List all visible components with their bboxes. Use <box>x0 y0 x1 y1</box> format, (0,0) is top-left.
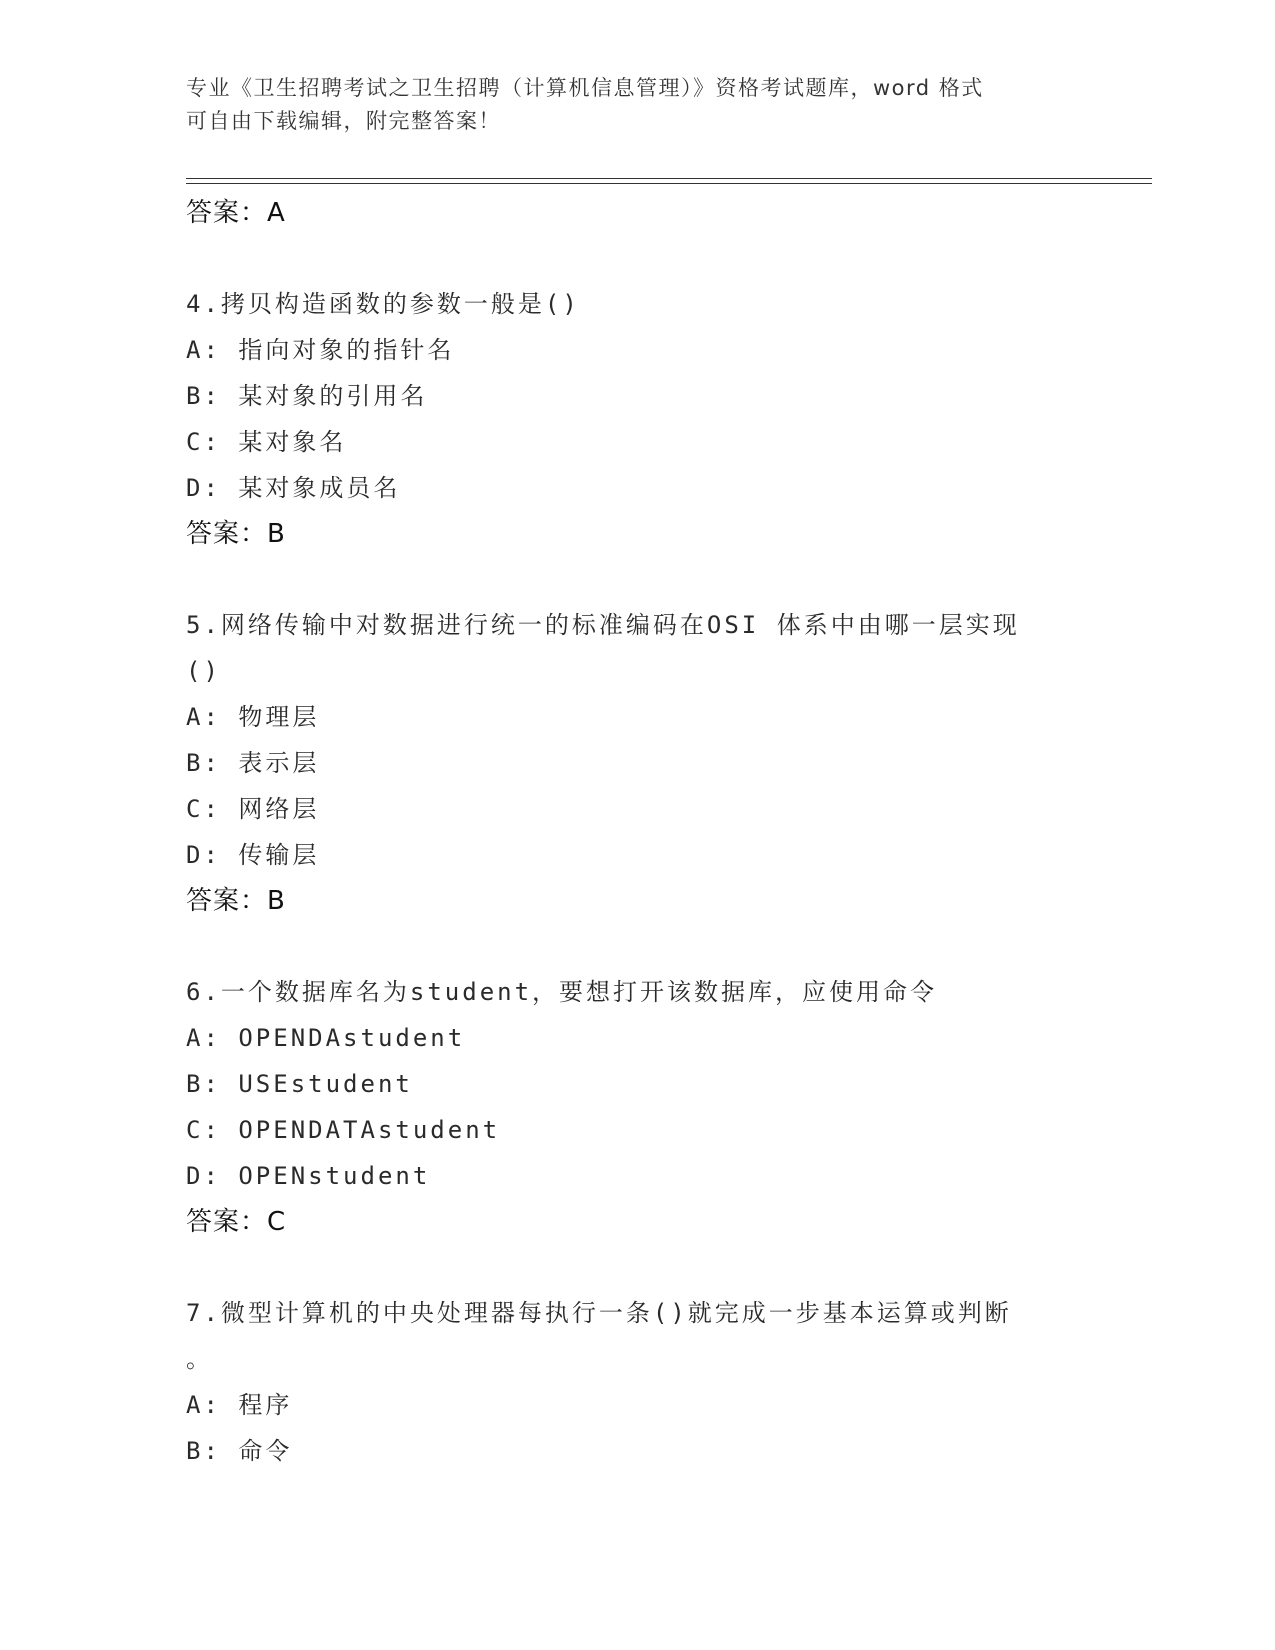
option-d: D: 传输层 <box>186 841 320 869</box>
option-b: B: USEstudent <box>186 1070 413 1098</box>
question-text: 4.拷贝构造函数的参数一般是() <box>186 290 580 318</box>
option-c: C: 网络层 <box>186 795 320 823</box>
question-block-5 <box>186 602 1086 924</box>
option-d: D: OPENstudent <box>186 1162 431 1190</box>
option-a: A: 物理层 <box>186 703 320 731</box>
header-divider-thick <box>186 183 1152 184</box>
document-header <box>186 72 1066 138</box>
spacer <box>186 236 1086 281</box>
spacer <box>186 557 1086 602</box>
option-c: C: 某对象名 <box>186 428 347 456</box>
question-list <box>186 190 1086 1474</box>
question-block-4 <box>186 281 1086 557</box>
answer-label: 答案：A <box>186 198 286 228</box>
header-line-1: 专业《卫生招聘考试之卫生招聘（计算机信息管理）》资格考试题库，word 格式 <box>186 76 984 100</box>
answer-label: 答案：C <box>186 1207 287 1237</box>
spacer <box>186 1245 1086 1290</box>
question-text-continued: () <box>186 657 221 685</box>
option-c: C: OPENDATAstudent <box>186 1116 501 1144</box>
header-divider-thin <box>186 178 1152 179</box>
option-b: B: 命令 <box>186 1437 293 1465</box>
question-text: 5.网络传输中对数据进行统一的标准编码在OSI 体系中由哪一层实现 <box>186 611 1020 639</box>
spacer <box>186 924 1086 969</box>
question-block-7 <box>186 1290 1086 1474</box>
option-a: A: 指向对象的指针名 <box>186 336 455 364</box>
question-text: 6.一个数据库名为student，要想打开该数据库，应使用命令 <box>186 978 938 1006</box>
option-b: B: 某对象的引用名 <box>186 382 428 410</box>
question-text-continued: 。 <box>186 1345 213 1373</box>
header-line-2: 可自由下载编辑，附完整答案！ <box>186 109 501 133</box>
option-b: B: 表示层 <box>186 749 320 777</box>
option-a: A: OPENDAstudent <box>186 1024 466 1052</box>
question-text: 7.微型计算机的中央处理器每执行一条()就完成一步基本运算或判断 <box>186 1299 1012 1327</box>
question-block-6 <box>186 969 1086 1245</box>
option-a: A: 程序 <box>186 1391 293 1419</box>
answer-label: 答案：B <box>186 886 286 916</box>
answer-label: 答案：B <box>186 519 286 549</box>
option-d: D: 某对象成员名 <box>186 474 401 502</box>
